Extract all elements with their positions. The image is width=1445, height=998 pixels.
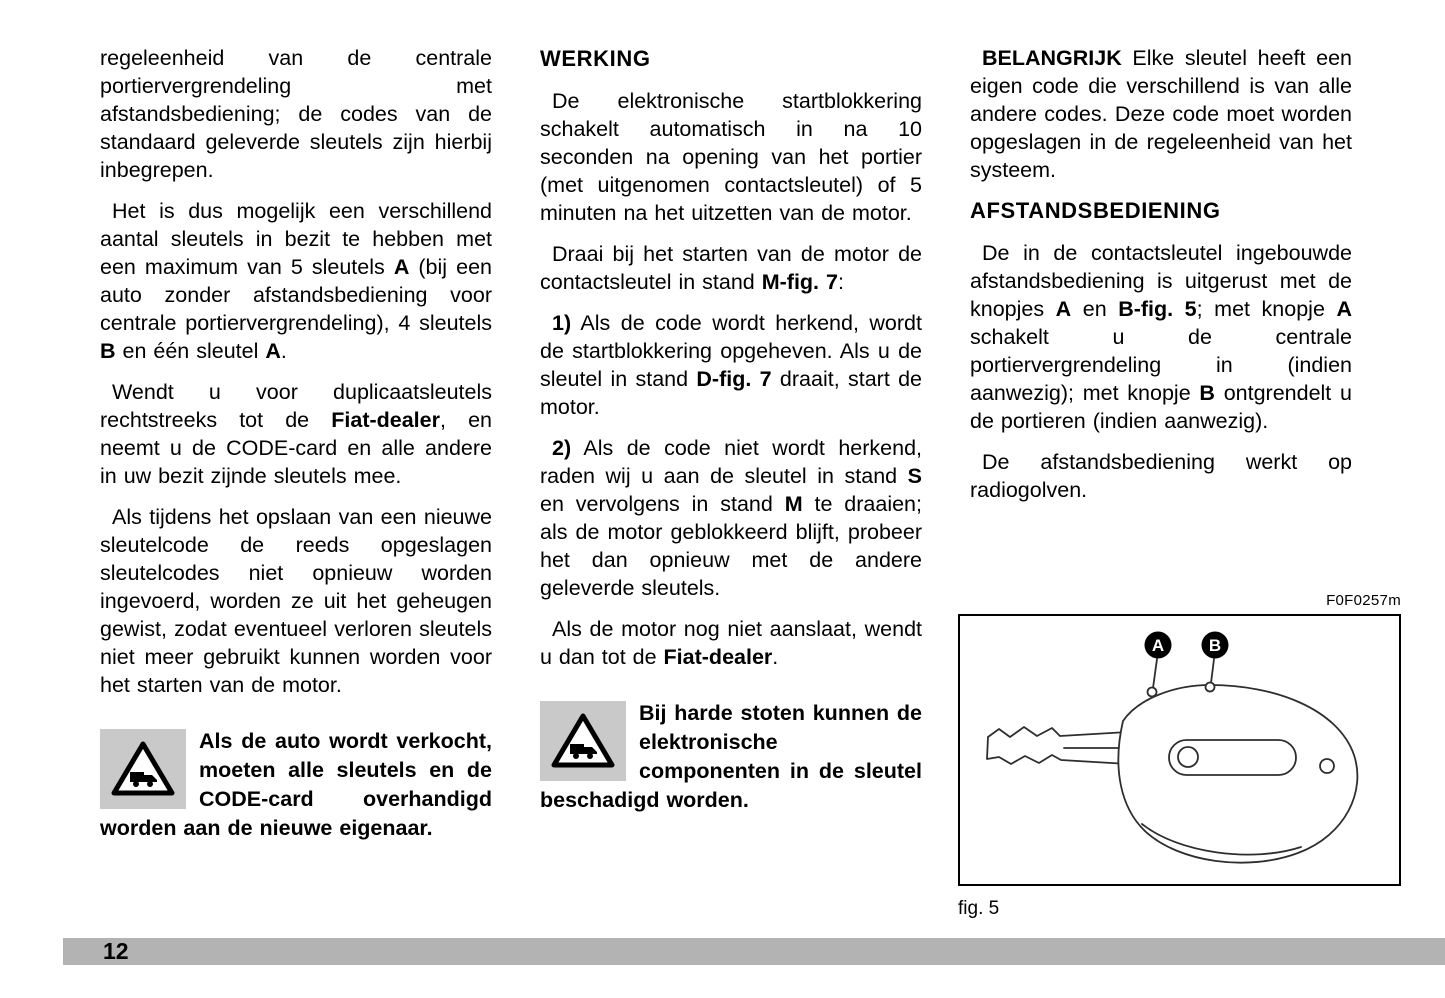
body-paragraph: 1) Als de code wordt herkend, wordt de startblokkering opgeheven. Als u de sleutel in stand D-fig. 7 draait, start de motor. (540, 311, 923, 419)
figure-caption: fig. 5 (958, 898, 1000, 919)
warning-text: Als de auto wordt verkocht, moeten alle sleutels en de CODE-card overhandigd worden aan de nieuwe eigenaar. (100, 729, 492, 840)
figure-frame (958, 614, 1401, 886)
figure-code: F0F0257m (1326, 592, 1401, 609)
body-paragraph: regeleenheid van de centrale portiervergrendeling met afstandsbediening; de codes van de standaard geleverde sleutels zijn hierbij inbegrepen. (100, 46, 492, 182)
column-middle (540, 44, 922, 843)
body-paragraph: BELANGRIJK Elke sleutel heeft een eigen code die verschillend is van alle andere codes. Deze code moet worden opgeslagen in de regeleenheid van het systeem. (970, 46, 1352, 182)
warning-note-shocks (540, 699, 922, 815)
warning-note-keys (100, 727, 492, 843)
section-heading-werking: WERKING (540, 46, 651, 71)
body-paragraph: Wendt u voor duplicaatsleutels rechtstreeks tot de Fiat-dealer, en neemt u de CODE-card en alle andere in uw bezit zijnde sleutels mee. (100, 380, 492, 488)
key-label-b: B (1208, 636, 1222, 655)
warning-triangle-truck-icon (540, 701, 626, 781)
key-label-a: A (1151, 636, 1165, 655)
section-heading-afstandsbediening: AFSTANDSBEDIENING (970, 198, 1221, 223)
car-key-illustration (960, 616, 1399, 884)
body-paragraph: De elektronische startblokkering schakelt automatisch in na 10 seconden na opening van het portier (met uitgenomen contactsleutel) of 5 minuten na het uitzetten van de motor. (540, 89, 922, 225)
figure-5 (958, 592, 1401, 920)
body-paragraph: Draai bij het starten van de motor de contactsleutel in stand M-fig. 7: (540, 242, 922, 294)
body-paragraph: De afstandsbediening werkt op radiogolven. (970, 450, 1352, 502)
page-number: 12 (103, 938, 129, 964)
body-paragraph: De in de contactsleutel ingebouwde afstandsbediening is uitgerust met de knopjes A en B-fig. 5; met knopje A schakelt u de centrale portiervergrendeling in (indien aanwezig); met knopje B ontgrendelt u de portieren (indien aanwezig). (970, 241, 1352, 433)
body-paragraph: Als de motor nog niet aanslaat, wendt u dan tot de Fiat-dealer. (540, 617, 922, 669)
column-left (100, 44, 492, 843)
body-paragraph: Als tijdens het opslaan van een nieuwe sleutelcode de reeds opgeslagen sleutelcodes niet opnieuw worden ingevoerd, worden ze uit het geheugen gewist, zodat eventueel verloren sleutels niet meer gebruikt kunnen worden voor het starten van de motor. (100, 505, 492, 697)
body-paragraph: Het is dus mogelijk een verschillend aantal sleutels in bezit te hebben met een maximum van 5 sleutels A (bij een auto zonder afstandsbediening voor centrale portiervergrendeling), 4 sleutels B en één sleutel A. (100, 199, 492, 363)
body-paragraph: 2) Als de code niet wordt herkend, raden wij u aan de sleutel in stand S en vervolgens in stand M te draaien; als de motor geblokkeerd blijft, probeer het dan opnieuw met de andere geleverde sleutels. (540, 436, 922, 600)
warning-text: Bij harde stoten kunnen de elektronische componenten in de sleutel beschadigd worden. (540, 701, 922, 812)
key-button-labels (1145, 632, 1229, 659)
warning-triangle-truck-icon (100, 729, 186, 809)
footer-bar (63, 938, 1445, 965)
